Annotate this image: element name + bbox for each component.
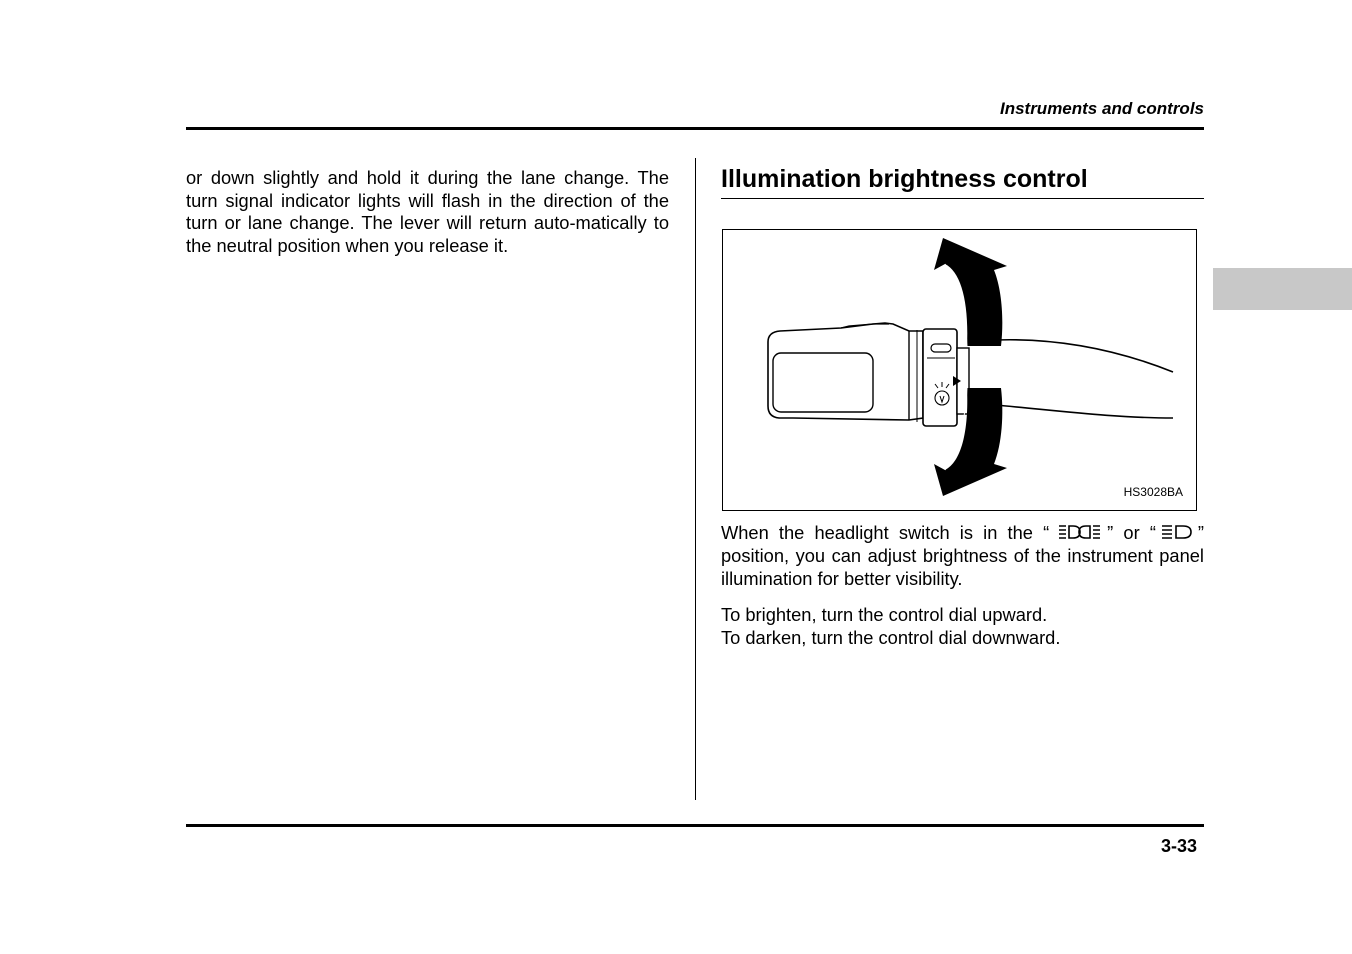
title-rule: [721, 198, 1204, 199]
figure-illumination-dial: [722, 229, 1197, 511]
header-rule: [186, 127, 1204, 130]
page-number: 3-33: [1160, 836, 1197, 856]
paragraph-part-3: ” position, you can adjust brightness of the instrument panel illumination for better visibility.: [721, 522, 1205, 590]
header-title: Instruments and controls: [999, 99, 1204, 118]
line-brighten: To brighten, turn the control dial upward.: [721, 604, 1048, 625]
figure-code: HS3028BA: [1123, 485, 1183, 499]
paragraph-part-1: When the headlight switch is in the “: [721, 522, 1050, 543]
headlight-icon: [1156, 523, 1198, 546]
section-title: Illumination brightness control: [721, 165, 1088, 193]
line-darken: To darken, turn the control dial downward.: [721, 626, 1061, 648]
paragraph-part-2: ” or “: [1107, 522, 1156, 543]
footer-rule: [186, 824, 1204, 827]
paragraph-headlight-switch: [721, 522, 1204, 591]
parking-light-icon: [1049, 523, 1107, 546]
paragraph-brightness-instructions: [721, 604, 1204, 649]
left-column-paragraph: or down slightly and hold it during the lane change. The turn signal indicator lights will flash in the direction of the turn or lane change. The lever will return auto-matically to the neutral position when you release it.: [186, 167, 669, 256]
side-tab: [1213, 268, 1352, 310]
column-divider: [695, 158, 696, 800]
lever-illustration: [723, 230, 1198, 512]
